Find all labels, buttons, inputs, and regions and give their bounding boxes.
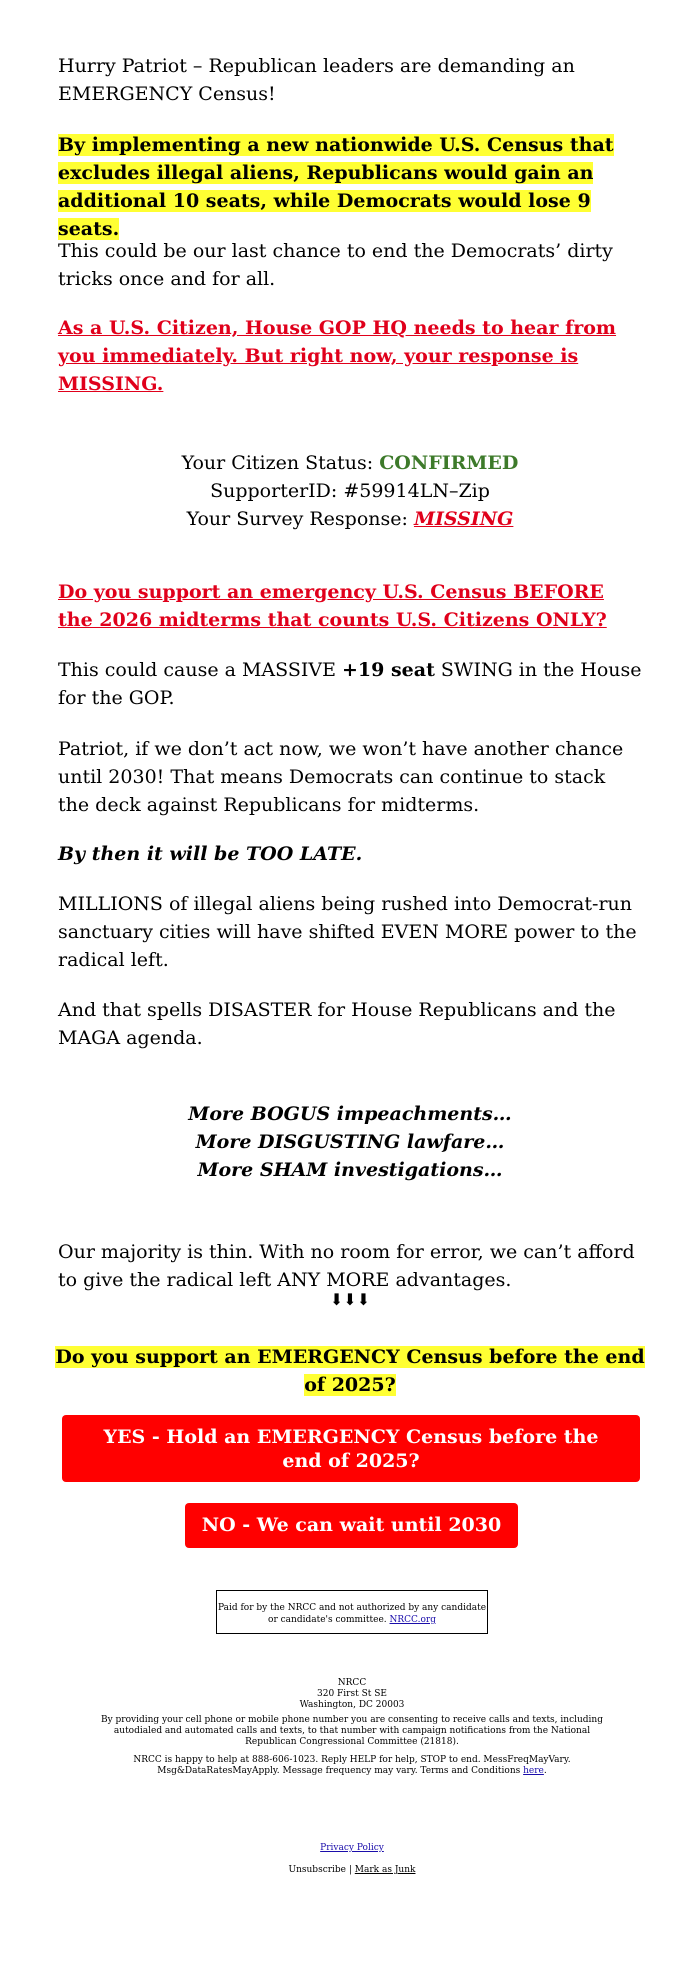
more-list <box>58 1100 642 1184</box>
more-impeachments: More BOGUS impeachments… <box>188 1103 512 1125</box>
paid-for-box: Paid for by the NRCC and not authorized by any candidate or candidate's committee. NRCC.org <box>216 1590 488 1634</box>
down-arrows-icon: ⬇⬇⬇ <box>329 1290 371 1309</box>
consent-text: By providing your cell phone or mobile phone number you are consenting to receive calls and texts, including autodialed and automated calls and texts, to that number with campaign notifications from the National Republican Congressional Committee (21818). <box>100 1715 603 1747</box>
address-line-1: 320 First St SE <box>317 1689 387 1699</box>
unsubscribe-link[interactable]: Unsubscribe <box>288 1865 347 1875</box>
status-confirmed: CONFIRMED <box>379 452 519 474</box>
status-block <box>58 449 642 533</box>
too-late-text: By then it will be TOO LATE. <box>58 843 363 865</box>
terms-link[interactable]: here <box>523 1766 544 1776</box>
intro-text: Hurry Patriot – Republican leaders are demanding an EMERGENCY Census! <box>58 55 575 105</box>
census-question-highlight: Do you support an EMERGENCY Census before the end of 2025? <box>55 1346 645 1396</box>
census-question-link[interactable]: Do you support an emergency U.S. Census BEFORE the 2026 midterms that counts U.S. Citizens ONLY? <box>58 581 607 631</box>
mark-as-junk-link[interactable]: Mark as Junk <box>354 1865 416 1875</box>
privacy-policy-link[interactable]: Privacy Policy <box>320 1843 384 1853</box>
disaster-text: And that spells DISASTER for House Republicans and the MAGA agenda. <box>58 999 616 1049</box>
footer-address <box>100 1678 604 1711</box>
highlight-span: By implementing a new nationwide U.S. Census that excludes illegal aliens, Republicans would gain an additional 10 seats, while Democrats would lose 9 seats. <box>58 134 614 240</box>
privacy-policy <box>100 1843 604 1854</box>
dirty-tricks-text: This could be our last chance to end the Democrats’ dirty tricks once and for all. <box>58 240 613 290</box>
org-name: NRCC <box>337 1678 367 1688</box>
survey-response: Your Survey Response: MISSING <box>186 508 514 530</box>
yes-button[interactable]: YES - Hold an EMERGENCY Census before the end of 2025? <box>62 1415 640 1482</box>
help-text: NRCC is happy to help at 888-606-1023. Reply HELP for help, STOP to end. MessFreqMayVary. Msg&DataRatesMayApply. Message frequency may vary. Terms and Conditions here. <box>133 1755 571 1776</box>
act-now-text: Patriot, if we don’t act now, we won’t have another chance until 2030! That means Democrats can continue to stack the deck against Republicans for midterms. <box>58 738 624 816</box>
highlight-text <box>58 131 648 243</box>
survey-missing-link[interactable]: MISSING <box>413 508 514 530</box>
more-investigations: More SHAM investigations… <box>197 1159 503 1181</box>
seat-swing-text: This could cause a MASSIVE +19 seat SWING in the House for the GOP. <box>58 659 642 709</box>
unsubscribe-row: Unsubscribe | Mark as Junk <box>288 1865 416 1875</box>
more-lawfare: More DISGUSTING lawfare… <box>195 1131 505 1153</box>
illegal-aliens-text: MILLIONS of illegal aliens being rushed into Democrat-run sanctuary cities will have shifted EVEN MORE power to the radical left. <box>58 893 637 971</box>
census-question-red <box>58 578 642 634</box>
no-button[interactable]: NO - We can wait until 2030 <box>185 1503 518 1548</box>
citizen-alert <box>58 314 642 398</box>
majority-text: Our majority is thin. With no room for error, we can’t afford to give the radical left ANY MORE advantages. <box>58 1241 635 1291</box>
nrcc-link[interactable]: NRCC.org <box>389 1615 436 1625</box>
citizen-status: Your Citizen Status: CONFIRMED <box>181 452 519 474</box>
address-line-2: Washington, DC 20003 <box>299 1700 405 1710</box>
supporter-id: SupporterID: #59914LN–Zip <box>210 480 490 502</box>
citizen-alert-link[interactable]: As a U.S. Citizen, House GOP HQ needs to hear from you immediately. But right now, your response is MISSING. <box>58 317 617 395</box>
